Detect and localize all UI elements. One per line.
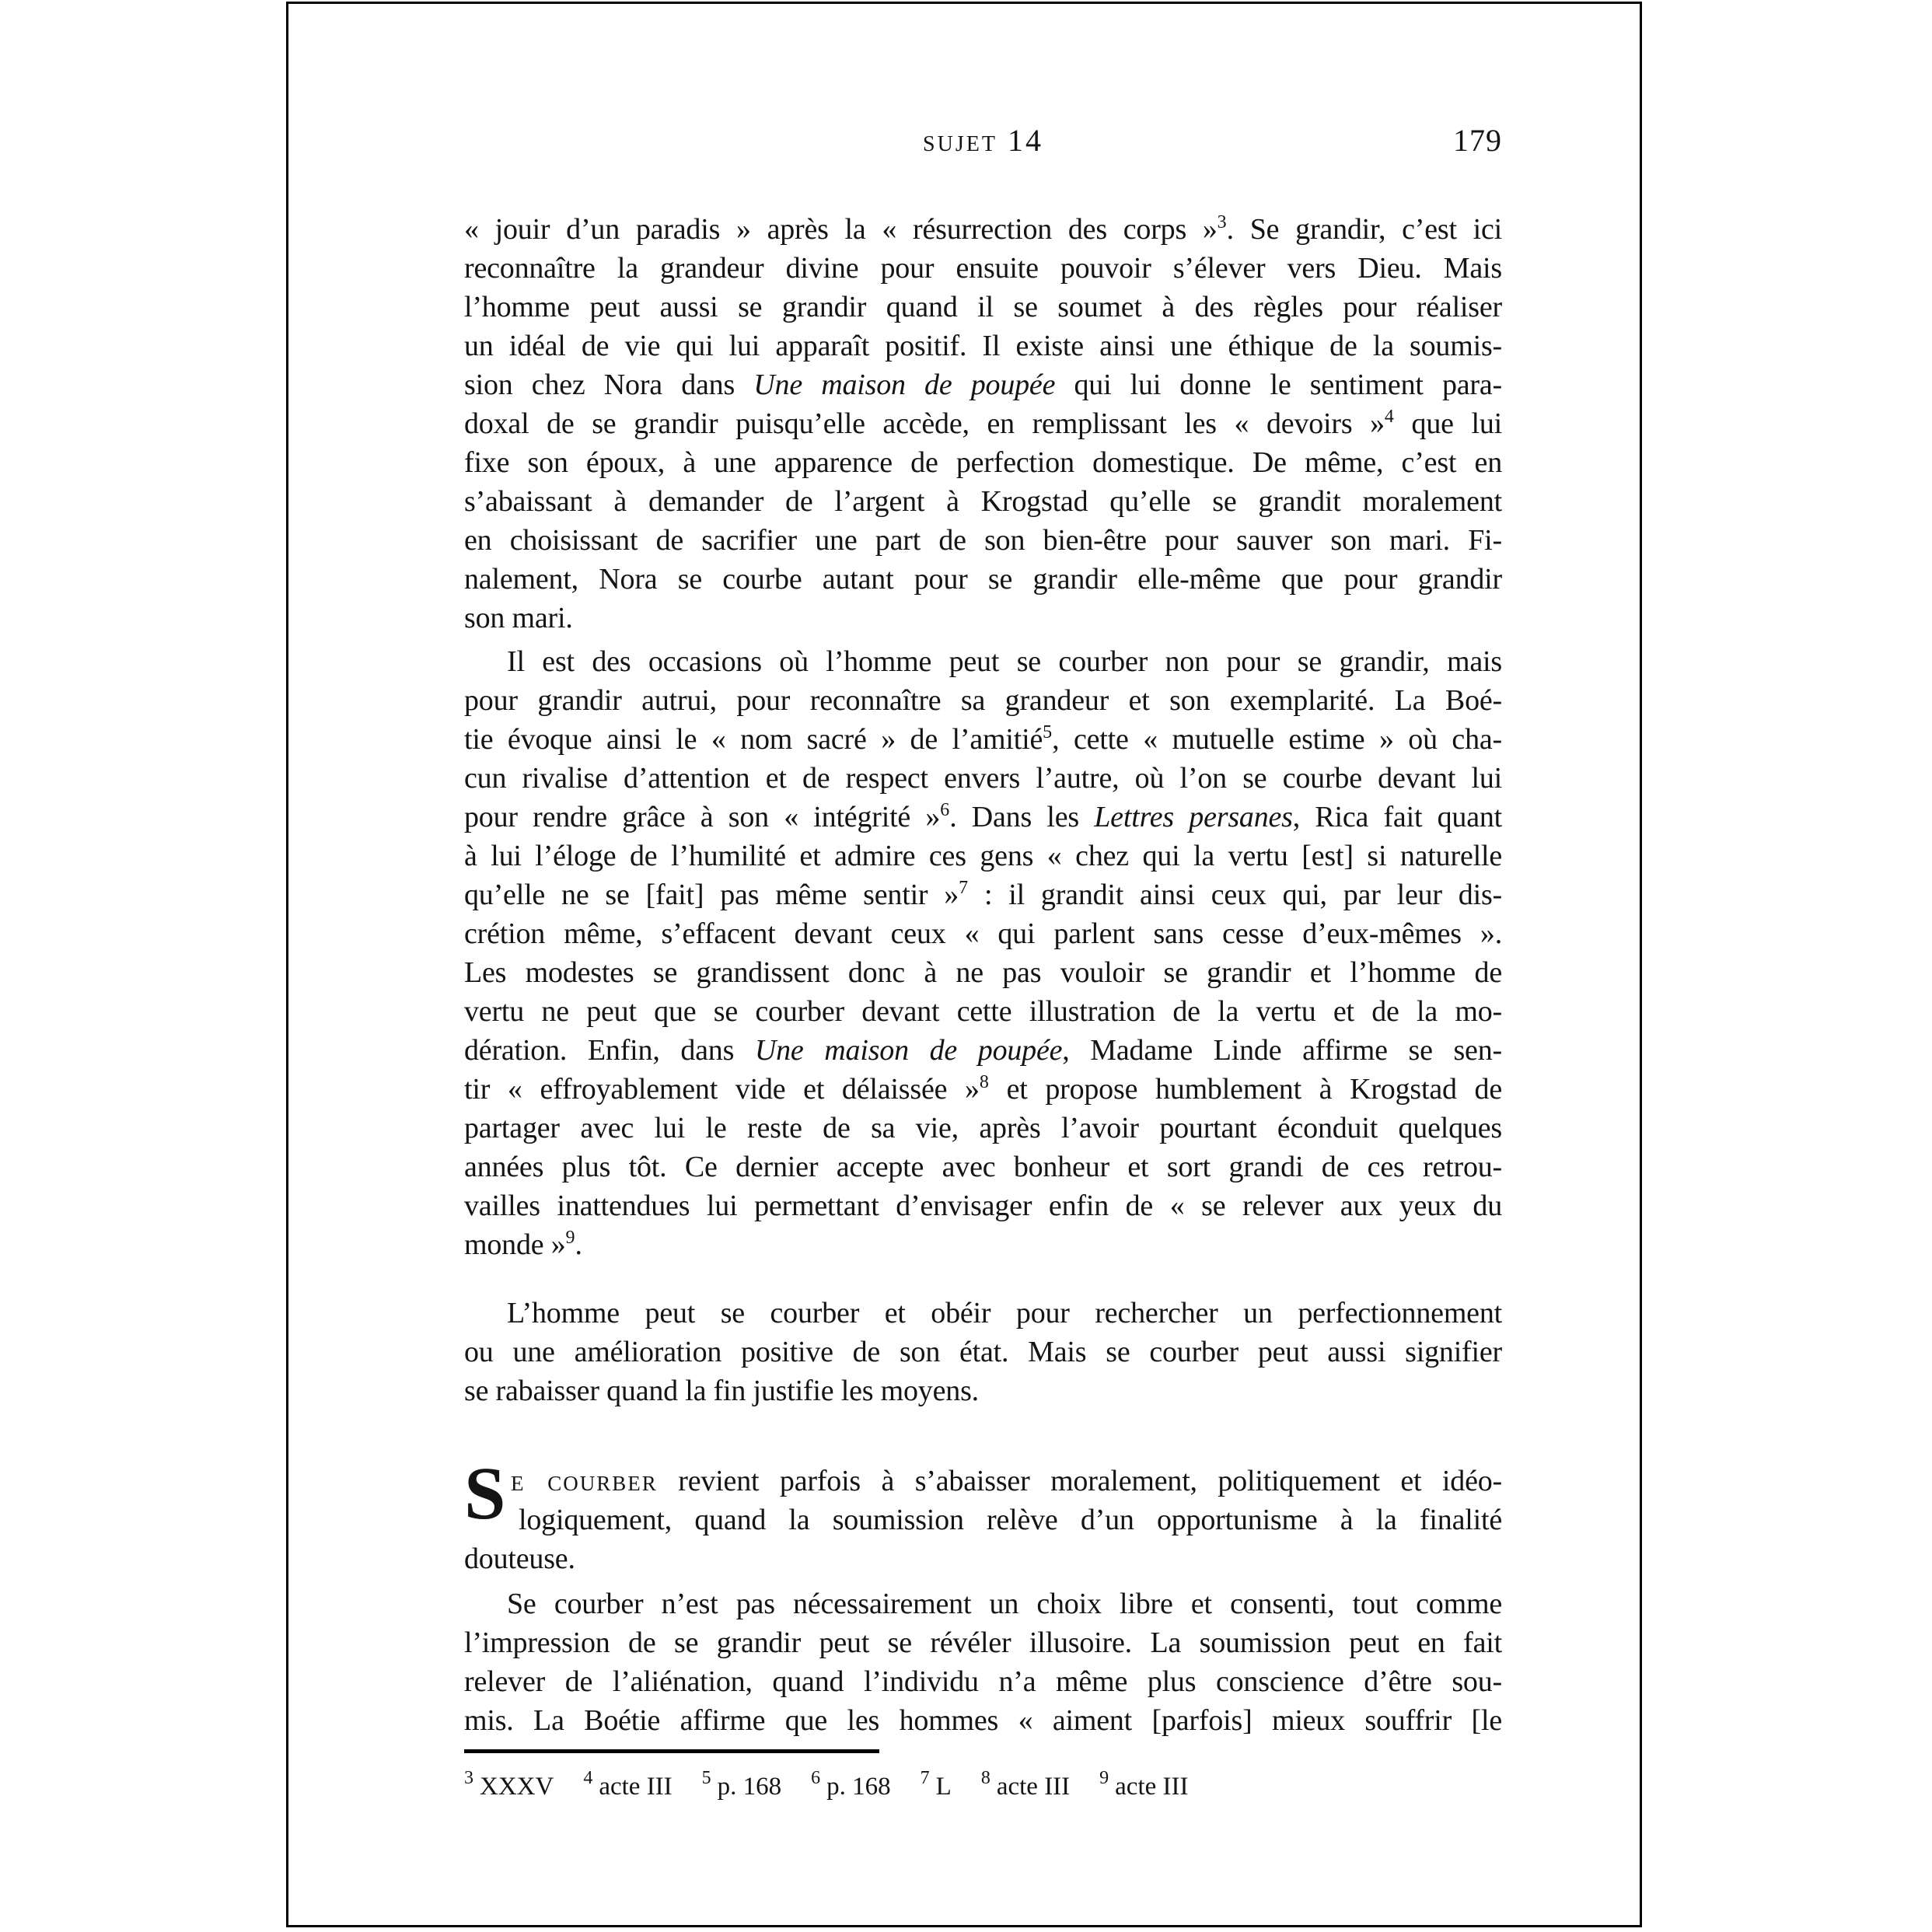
footnote-number: 9 — [1099, 1768, 1109, 1788]
footnote-item: $^6$ p. 168 — [811, 1768, 891, 1801]
footnote-ref: 8 — [979, 1072, 989, 1092]
text-line: années plus tôt. Ce dernier accepte avec bonheur et sort grandi de ces retrou- — [464, 1151, 1502, 1183]
text-line: s’abaissant à demander de l’argent à Krogstad qu’elle se grandit moralement — [464, 485, 1502, 518]
footnote-ref: 7 — [959, 878, 969, 898]
text-line: l’homme peut aussi se grandir quand il se soumet à des règles pour réaliser — [464, 291, 1502, 323]
footnote-ref: 3 — [1217, 212, 1227, 232]
italic-title: Une maison de poupée — [754, 1034, 1063, 1067]
text-line: l’impression de se grandir peut se révéler illusoire. La soumission peut en fait — [464, 1626, 1502, 1659]
text-line: qu’elle ne se [fait] pas même sentir »$^7$ : il grandit ainsi ceux qui, par leur dis- — [464, 878, 1502, 911]
text-line: pour grandir autrui, pour reconnaître sa grandeur et son exemplarité. La Boé- — [464, 684, 1502, 717]
text-line: douteuse. — [464, 1542, 575, 1575]
text-line: nalement, Nora se courbe autant pour se grandir elle-même que pour grandir — [464, 563, 1502, 596]
footnote-item: $^3$ XXXV — [464, 1768, 554, 1801]
footnote-item: $^4$ acte III — [583, 1768, 673, 1801]
footnote-item: $^8$ acte III — [980, 1768, 1071, 1801]
text-line: reconnaître la grandeur divine pour ensuite pouvoir s’élever vers Dieu. Mais — [464, 252, 1502, 285]
footnote-number: 6 — [811, 1768, 821, 1788]
text-line: se rabaisser quand la fin justifie les moyens. — [464, 1375, 979, 1407]
text-line: Se courber n’est pas nécessairement un choix libre et consenti, tout comme — [507, 1588, 1502, 1620]
paragraph — [464, 642, 1502, 1264]
text-line: en choisissant de sacrifier une part de son bien-être pour sauver son mari. Fi- — [464, 524, 1502, 557]
text-line: logiquement, quand la soumission relève d’un opportunisme à la finalité — [519, 1504, 1502, 1536]
text-line: L’homme peut se courber et obéir pour rechercher un perfectionnement — [507, 1297, 1502, 1329]
footnote-ref: 5 — [1043, 722, 1053, 742]
text-line: monde »$^9$. — [464, 1228, 582, 1261]
text-line: son mari. — [464, 602, 573, 634]
footnote-ref: 4 — [1384, 407, 1394, 427]
text-line: tie évoque ainsi le « nom sacré » de l’amitié$^5$, cette « mutuelle estime » où cha- — [464, 722, 1502, 756]
italic-title: Lettres persanes — [1094, 801, 1293, 833]
page-number: 179 — [1453, 123, 1502, 158]
drop-cap: S — [464, 1452, 506, 1535]
footnote-number: 4 — [583, 1768, 593, 1788]
dropcap-paragraph — [464, 1452, 1502, 1578]
footnote-item: $^9$ acte III — [1099, 1768, 1189, 1801]
text-line: Il est des occasions où l’homme peut se courber non pour se grandir, mais — [507, 645, 1502, 678]
page-header — [464, 122, 1502, 159]
footnote-rule — [464, 1749, 879, 1753]
text-line: dération. Enfin, dans Une maison de poupée, Madame Linde affirme se sen- — [464, 1034, 1502, 1067]
text-line: tir « effroyablement vide et délaissée »$^8$ et propose humblement à Krogstad de — [464, 1072, 1502, 1106]
footnote-number: 8 — [980, 1768, 990, 1788]
text-line: relever de l’aliénation, quand l’individu n’a même plus conscience d’être sou- — [464, 1665, 1502, 1698]
paragraph — [464, 1584, 1502, 1740]
footnote-ref: 9 — [565, 1228, 575, 1248]
text-line: Les modestes se grandissent donc à ne pas vouloir se grandir et l’homme de — [464, 956, 1502, 989]
footnote-number: 5 — [701, 1768, 711, 1788]
footnote-number: 7 — [920, 1768, 930, 1788]
footnotes — [464, 1763, 1502, 1804]
footnote-number: 3 — [464, 1768, 473, 1788]
text-line: vailles inattendues lui permettant d’envisager enfin de « se relever aux yeux du — [464, 1190, 1502, 1222]
text-line: à lui l’éloge de l’humilité et admire ces gens « chez qui la vertu [est] si naturelle — [464, 840, 1502, 872]
paragraph — [464, 210, 1502, 638]
text-line: sion chez Nora dans Une maison de poupée qui lui donne le sentiment para- — [464, 369, 1502, 401]
text-line: vertu ne peut que se courber devant cette illustration de la vertu et de la mo- — [464, 995, 1502, 1028]
footnote-item: $^5$ p. 168 — [701, 1768, 782, 1801]
text-line: pour rendre grâce à son « intégrité »$^6$. Dans les Lettres persanes, Rica fait quant — [464, 800, 1502, 833]
small-caps-lead: e courber — [511, 1465, 658, 1497]
text-line: crétion même, s’effacent devant ceux « qui parlent sans cesse d’eux-mêmes ». — [464, 917, 1502, 950]
running-head: sujet 14 — [923, 123, 1043, 158]
text-line: fixe son époux, à une apparence de perfection domestique. De même, c’est en — [464, 446, 1502, 479]
text-line: partager avec lui le reste de sa vie, après l’avoir pourtant éconduit quelques — [464, 1112, 1502, 1144]
text-line: un idéal de vie qui lui apparaît positif. Il existe ainsi une éthique de la soumis- — [464, 330, 1502, 362]
footnote-item: $^7$ L — [920, 1768, 952, 1801]
text-line: doxal de se grandir puisqu’elle accède, en remplissant les « devoirs »$^4$ que lui — [464, 407, 1502, 440]
text-line: ou une amélioration positive de son état. Mais se courber peut aussi signifier — [464, 1336, 1502, 1368]
page — [286, 2, 1642, 1927]
italic-title: Une maison de poupée — [753, 369, 1056, 401]
text-line: « jouir d’un paradis » après la « résurrection des corps »$^3$. Se grandir, c’est ici — [464, 212, 1502, 246]
paragraph — [464, 1294, 1502, 1410]
body-text — [464, 210, 1502, 1740]
text-line: e courber revient parfois à s’abaisser moralement, politiquement et idéo- — [511, 1465, 1502, 1497]
text-line: cun rivalise d’attention et de respect envers l’autre, où l’on se courbe devant lui — [464, 762, 1502, 795]
text-line: mis. La Boétie affirme que les hommes « aiment [parfois] mieux souffrir [le — [464, 1704, 1502, 1737]
footnote-ref: 6 — [940, 800, 950, 820]
